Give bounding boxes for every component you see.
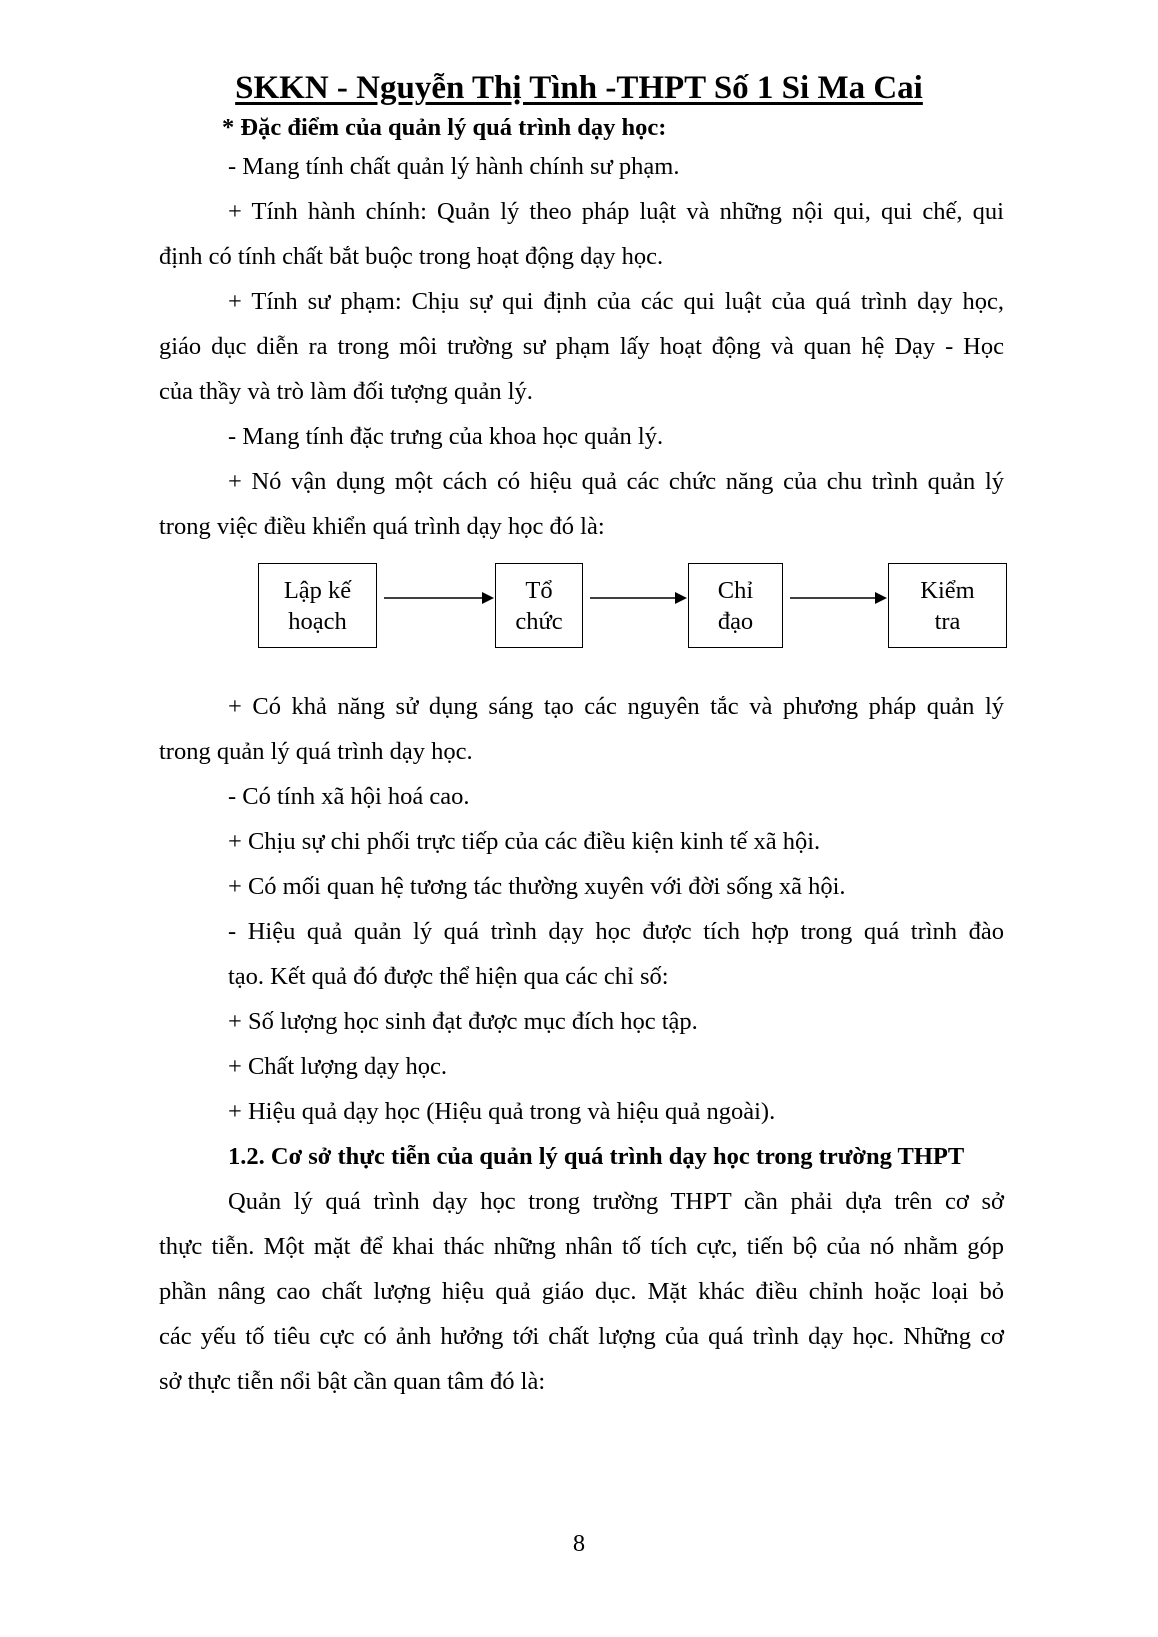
flow-box-text: hoạch <box>288 607 347 635</box>
paragraph-line: - Mang tính đặc trưng của khoa học quản lý. <box>228 423 664 450</box>
flow-box-text: Kiểm <box>920 576 975 604</box>
paragraph-line: + Số lượng học sinh đạt được mục đích học tập. <box>228 1008 698 1035</box>
paragraph-line: + Chất lượng dạy học. <box>228 1053 448 1080</box>
paragraph-line: - Có tính xã hội hoá cao. <box>228 783 470 810</box>
paragraph-line: + Có khả năng sử dụng sáng tạo các nguyên tắc và phương pháp quản lý <box>228 693 1004 720</box>
paragraph-line: trong việc điều khiển quá trình dạy học đó là: <box>159 513 605 540</box>
paragraph-line: Quản lý quá trình dạy học trong trường THPT cần phải dựa trên cơ sở <box>228 1188 1004 1215</box>
paragraph-line: phần nâng cao chất lượng hiệu quả giáo dục. Mặt khác điều chỉnh hoặc loại bỏ <box>159 1278 1004 1305</box>
paragraph-line: các yếu tố tiêu cực có ảnh hưởng tới chất lượng của quá trình dạy học. Những cơ <box>159 1323 1004 1350</box>
paragraph-line: sở thực tiễn nổi bật cần quan tâm đó là: <box>159 1368 546 1395</box>
paragraph-line: thực tiễn. Một mặt để khai thác những nhân tố tích cực, tiến bộ của nó nhằm góp <box>159 1233 1004 1260</box>
paragraph-line: - Mang tính chất quản lý hành chính sư phạm. <box>228 153 680 180</box>
paragraph-line: + Chịu sự chi phối trực tiếp của các điều kiện kinh tế xã hội. <box>228 828 821 855</box>
section-heading: * Đặc điểm của quản lý quá trình dạy học: <box>222 114 667 141</box>
page-number: 8 <box>572 1530 586 1557</box>
flow-box-text: chức <box>515 607 563 635</box>
paragraph-line: + Nó vận dụng một cách có hiệu quả các chức năng của chu trình quản lý <box>228 468 1004 495</box>
paragraph-line: tạo. Kết quả đó được thể hiện qua các chỉ số: <box>228 963 669 990</box>
flow-box-directing <box>688 563 783 648</box>
arrowhead-icon <box>875 592 887 604</box>
arrowhead-icon <box>482 592 494 604</box>
flow-box-organizing <box>495 563 583 648</box>
paragraph-line: + Tính hành chính: Quản lý theo pháp luật và những nội qui, qui chế, qui <box>228 198 1004 225</box>
flow-box-text: Lập kế <box>283 576 352 604</box>
flow-box-text: Tổ <box>525 576 553 604</box>
paragraph-line: của thầy và trò làm đối tượng quản lý. <box>159 378 533 405</box>
paragraph-line: giáo dục diễn ra trong môi trường sư phạm lấy hoạt động và quan hệ Dạy - Học <box>159 333 1004 360</box>
paragraph-line: - Hiệu quả quản lý quá trình dạy học được tích hợp trong quá trình đào <box>228 918 1004 945</box>
paragraph-line: định có tính chất bắt buộc trong hoạt động dạy học. <box>159 243 664 270</box>
arrowhead-icon <box>675 592 687 604</box>
paragraph-line: trong quản lý quá trình dạy học. <box>159 738 473 765</box>
paragraph-line: + Tính sư phạm: Chịu sự qui định của các qui luật của quá trình dạy học, <box>228 288 1004 315</box>
flow-box-checking <box>888 563 1007 648</box>
section-heading: 1.2. Cơ sở thực tiễn của quản lý quá trình dạy học trong trường THPT <box>228 1143 965 1170</box>
flow-box-text: tra <box>934 607 961 635</box>
paragraph-line: + Có mối quan hệ tương tác thường xuyên với đời sống xã hội. <box>228 873 846 900</box>
page-header: SKKN - Nguyễn Thị Tình -THPT Số 1 Si Ma Cai <box>235 70 923 106</box>
flow-box-text: Chỉ <box>717 576 754 604</box>
flow-box-text: đạo <box>717 607 754 635</box>
flow-box-planning <box>258 563 377 648</box>
paragraph-line: + Hiệu quả dạy học (Hiệu quả trong và hiệu quả ngoài). <box>228 1098 776 1125</box>
